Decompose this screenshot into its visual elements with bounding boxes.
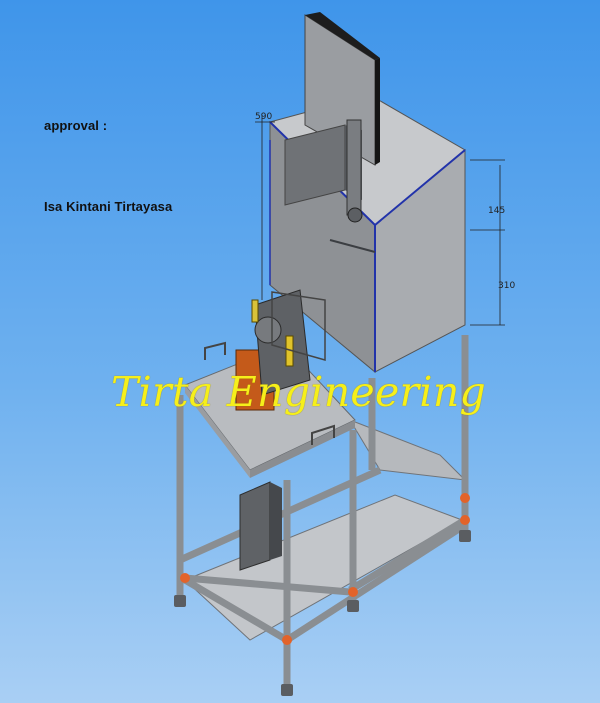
slide-rail bbox=[347, 120, 361, 215]
control-box bbox=[240, 482, 270, 570]
dim-310: 310 bbox=[498, 281, 516, 291]
dim-145: 145 bbox=[488, 206, 506, 216]
approver-name: Isa Kintani Tirtayasa bbox=[44, 199, 173, 214]
press-wheel bbox=[255, 317, 281, 343]
back-plate-side bbox=[375, 58, 380, 165]
control-box-side bbox=[270, 482, 282, 560]
dim-590: 590 bbox=[255, 112, 273, 122]
yellow-pin bbox=[252, 300, 258, 322]
left-handle bbox=[205, 343, 225, 360]
watermark-text: Tirta Engineering bbox=[111, 368, 487, 416]
gear-wheel bbox=[348, 208, 362, 222]
approval-label: approval : bbox=[44, 118, 108, 133]
middle-shelf bbox=[350, 420, 465, 480]
